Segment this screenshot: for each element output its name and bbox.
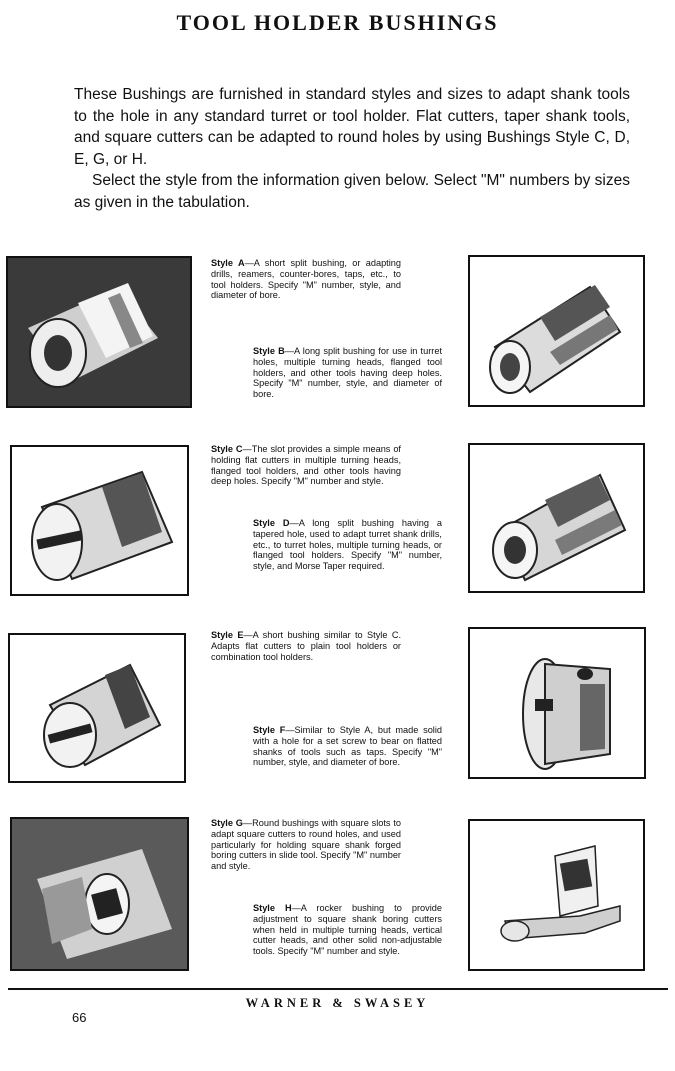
photo-style-c: [10, 445, 189, 596]
page-title: TOOL HOLDER BUSHINGS: [176, 10, 499, 35]
style-e-label: Style E: [211, 630, 244, 640]
style-d-label: Style D: [253, 518, 290, 528]
photo-style-f: [468, 627, 646, 779]
style-g-label: Style G: [211, 818, 243, 828]
intro-paragraph-2: Select the style from the information given below. Select "M" numbers by sizes as given in the tabulation.: [74, 172, 630, 211]
style-e-description: [211, 630, 401, 662]
photo-style-g: [10, 817, 189, 971]
style-g-description: [211, 818, 401, 872]
style-c-text: —The slot provides a simple means of holding flat cutters in multiple turning heads, flanged tool holders, and other tools having deep holes. Specify "M" number and style.: [211, 444, 401, 487]
square-slot-bushing-icon: [12, 819, 187, 969]
style-f-label: Style F: [253, 725, 286, 735]
page-number: 66: [72, 1010, 87, 1025]
photo-style-a: [6, 256, 192, 408]
style-h-text: —A rocker bushing to provide adjustment to square shank boring cutters when held in multiple turning heads, vertical cutter heads, and other solid non-adjustable tools. Specify "M" number and style.: [253, 903, 442, 957]
style-c-label: Style C: [211, 444, 243, 454]
style-b-label: Style B: [253, 346, 285, 356]
style-b-description: [253, 346, 442, 400]
set-screw-bushing-icon: [470, 629, 644, 777]
style-a-text: —A short split bushing, or adapting drills, reamers, counter-bores, taps, etc., to tool holders. Specify "M" number, style, and diameter of bore.: [211, 258, 401, 301]
rocker-bushing-icon: [470, 821, 643, 969]
photo-style-h: [468, 819, 645, 971]
style-a-label: Style A: [211, 258, 245, 268]
footer-divider: [8, 988, 668, 990]
style-f-description: [253, 725, 442, 768]
footer-brand: WARNER & SWASEY: [245, 996, 430, 1010]
slotted-bushing-icon: [12, 447, 187, 594]
photo-style-b: [468, 255, 645, 407]
short-split-bushing-icon: [8, 258, 190, 406]
style-c-description: [211, 444, 401, 487]
style-d-text: —A long split bushing having a tapered hole, used to adapt turret shank drills, etc., to turret holes, multiple turning heads, or flanged tool holders. Specify "M" number, style, and Morse Taper required.: [253, 518, 442, 572]
photo-style-d: [468, 443, 645, 593]
short-slotted-bushing-icon: [10, 635, 184, 781]
long-split-bushing-icon: [470, 257, 643, 405]
style-h-label: Style H: [253, 903, 292, 913]
style-f-text: —Similar to Style A, but made solid with a hole for a set screw to bear on flatted shanks of tools such as taps. Specify "M" number, style, and diameter of bore.: [253, 725, 442, 768]
style-b-text: —A long split bushing for use in turret holes, multiple turning heads, flanged tool holders, and other tools having deep holes. Specify "M" number, style, and diameter of bore.: [253, 346, 442, 400]
intro-paragraph-1: These Bushings are furnished in standard styles and sizes to adapt shank tools to the hole in any standard turret or tool holder. Flat cutters, taper shank tools, and square cutters can be adapted to round holes by using Bushings Style C, D, E, G, or H.: [74, 86, 630, 168]
tapered-bushing-icon: [470, 445, 643, 591]
style-a-description: [211, 258, 401, 301]
style-h-description: [253, 903, 442, 957]
style-g-text: —Round bushings with square slots to adapt square cutters to round holes, and used particularly for holding square shank forged boring cutters in slide tool. Specify "M" number and style.: [211, 818, 401, 872]
style-d-description: [253, 518, 442, 572]
photo-style-e: [8, 633, 186, 783]
style-e-text: —A short bushing similar to Style C. Adapts flat cutters to plain tool holders or combination tool holders.: [211, 630, 402, 662]
intro-text: [74, 84, 630, 213]
